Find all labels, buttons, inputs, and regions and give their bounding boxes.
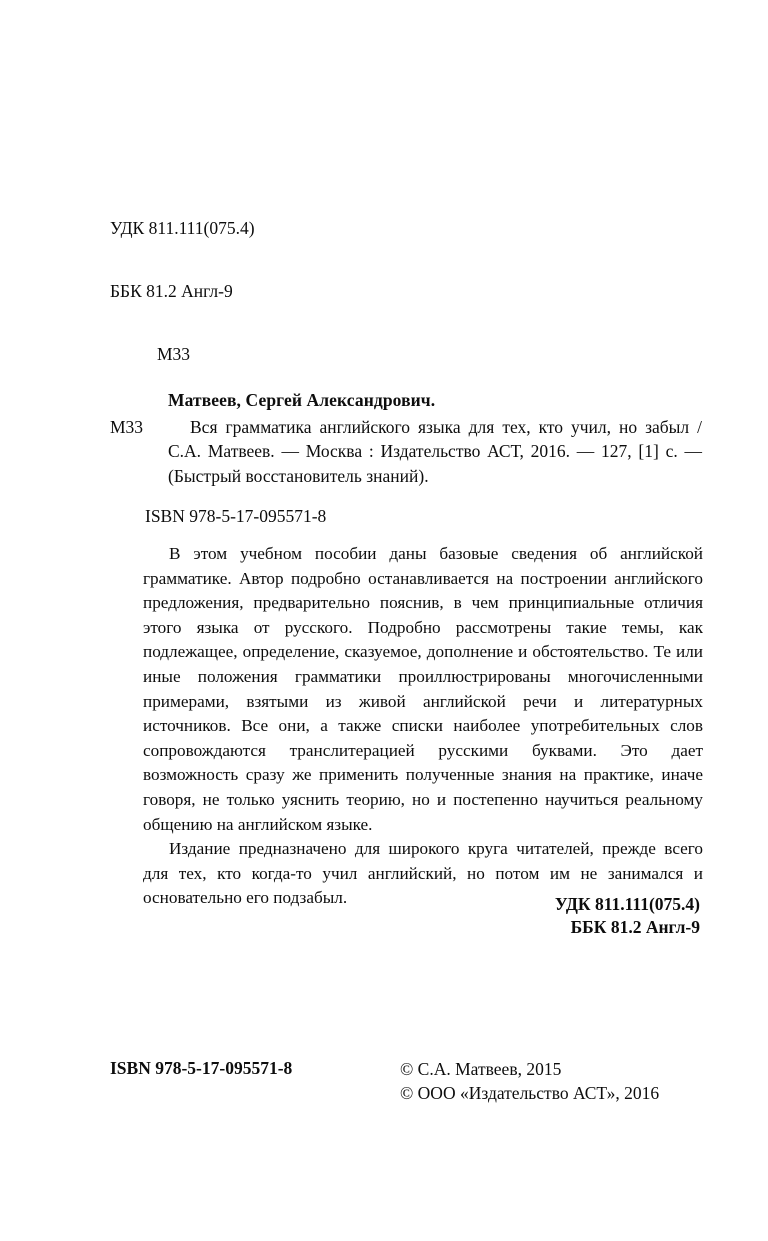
record-author-name: Матвеев, Сергей Александрович. xyxy=(168,390,436,410)
copyright-block xyxy=(400,1057,659,1105)
record-description: Вся грамматика английского языка для тех, кто учил, но забыл / С.А. Матвеев. — Москва : Издательство АСТ, 2016. — 127, [1] с. — (Быстрый восстановитель знаний). xyxy=(168,416,702,486)
udk-code-bottom: УДК 811.111(075.4) xyxy=(554,894,700,914)
bibliographic-record xyxy=(110,388,702,488)
bbk-code-bottom: ББК 81.2 Англ-9 xyxy=(570,917,700,937)
record-body xyxy=(110,415,702,489)
book-annotation xyxy=(143,542,703,911)
udk-code-top: УДК 811.111(075.4) xyxy=(110,218,255,238)
bbk-code-top: ББК 81.2 Англ-9 xyxy=(110,281,233,301)
classification-codes-top xyxy=(110,176,255,407)
record-shelf-mark: М33 xyxy=(110,416,144,437)
annotation-paragraph-2: Издание предназначено для широкого круга читателей, прежде всего для тех, кто когда-то учил английский, но потом им не занимался и основательно его подзабыл. xyxy=(143,839,703,908)
copyright-publisher: © ООО «Издательство АСТ», 2016 xyxy=(400,1083,660,1103)
annotation-paragraph-1: В этом учебном пособии даны базовые сведения об английской грамматике. Автор подробно останавливается на построении английского предложения, предварительно пояснив, в чем принципиальные отличия этого языка от русского. Подробно рассмотрены такие темы, как подлежащее, определение, сказуемое, дополнение и обстоятельство. Те или иные положения грамматики проиллюстрированы многочисленными примерами, взятыми из живой английской речи и литературных источников. Все они, а также списки наиболее употребительных слов сопровождаются транслитерацией русскими буквами. Это дает возможность сразу же применить полученные знания на практике, иначе говоря, не только уяснить теорию, но и постепенно научиться реальному общению на английском языке. xyxy=(143,544,703,834)
classification-codes-bottom xyxy=(555,893,700,939)
footer-isbn: ISBN 978-5-17-095571-8 xyxy=(110,1058,293,1078)
author-mark-top: М33 xyxy=(157,344,191,364)
copyright-author: © С.А. Матвеев, 2015 xyxy=(400,1059,562,1079)
record-isbn: ISBN 978-5-17-095571-8 xyxy=(145,506,327,526)
